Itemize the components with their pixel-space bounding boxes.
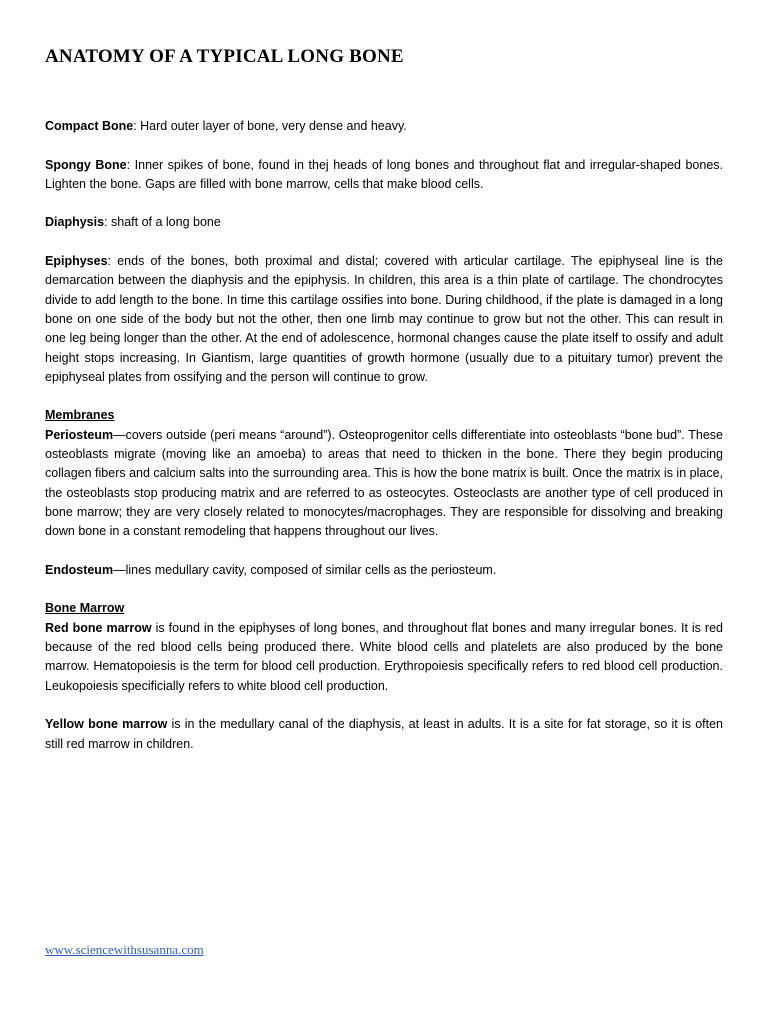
diaphysis-paragraph	[45, 213, 723, 232]
epiphyses-term: Epiphyses	[45, 254, 108, 269]
red-bone-marrow-term: Red bone marrow	[45, 620, 152, 635]
spongy-bone-text: : Inner spikes of bone, found in thej heads of long bones and throughout flat and irregular-shaped bones. Lighten the bone. Gaps are filled with bone marrow, cells that make blood cells.	[45, 157, 723, 191]
footer-website-link[interactable]: www.sciencewithsusanna.com	[45, 942, 204, 957]
compact-bone-text: : Hard outer layer of bone, very dense and heavy.	[133, 119, 407, 133]
periosteum-term: Periosteum	[45, 427, 114, 442]
periosteum-paragraph	[45, 426, 723, 542]
endosteum-text: —lines medullary cavity, composed of similar cells as the periosteum.	[113, 562, 497, 577]
red-bone-marrow-paragraph	[45, 619, 723, 696]
diaphysis-text: : shaft of a long bone	[104, 215, 221, 230]
diaphysis-term: Diaphysis	[45, 215, 105, 230]
compact-bone-term: Compact Bone	[45, 119, 134, 133]
compact-bone-paragraph	[45, 117, 723, 136]
spongy-bone-term: Spongy Bone	[45, 157, 127, 172]
membranes-heading: Membranes	[45, 408, 115, 423]
epiphyses-text: : ends of the bones, both proximal and distal; covered with articular cartilage. The epiphyseal line is the demarcation between the diaphysis and the epiphysis. In children, this area is a thin plate of cartilage. The chondrocytes divide to add length to the bone. In time this cartilage ossifies into bone. During childhood, if the plate is damaged in a long bone on one side of the body but not the other, then one limb may continue to grow but not the other. This can result in one leg being longer than the other. At the end of adolescence, hormonal changes cause the plate itself to ossify and adult height stops increasing. In Giantism, large quantities of growth hormone (usually due to a pituitary tumor) prevent the epiphyseal plates from ossifying and the person will continue to grow.	[45, 254, 723, 384]
red-bone-marrow-text: is found in the epiphyses of long bones, and throughout flat bones and many irregular bones. It is red because of the red blood cells being produced there. White blood cells and platelets are also produced by the bone marrow. Hematopoiesis is the term for blood cell production. Erythropoiesis specifically refers to red blood cell production. Leukopoiesis specificially refers to white blood cell production.	[45, 620, 723, 693]
document-page	[45, 0, 723, 1024]
endosteum-paragraph	[45, 561, 723, 580]
yellow-bone-marrow-paragraph	[45, 715, 723, 754]
endosteum-term: Endosteum	[45, 562, 114, 577]
bone-marrow-heading: Bone Marrow	[45, 601, 125, 616]
yellow-bone-marrow-term: Yellow bone marrow	[45, 717, 168, 732]
document-body	[45, 117, 723, 754]
page-title: ANATOMY OF A TYPICAL LONG BONE	[45, 46, 404, 67]
epiphyses-paragraph	[45, 252, 723, 387]
spongy-bone-paragraph	[45, 156, 723, 195]
yellow-bone-marrow-text: is in the medullary canal of the diaphysis, at least in adults. It is a site for fat storage, so it is often still red marrow in children.	[45, 717, 723, 751]
periosteum-text: —covers outside (peri means “around”). Osteoprogenitor cells differentiate into osteoblasts “bone bud”. These osteoblasts migrate (moving like an amoeba) to areas that need to thicken in the bone. There they begin producing collagen fibers and calcium salts into the surrounding area. This is how the bone matrix is built. Once the matrix is in place, the osteoblasts stop producing matrix and are referred to as osteocytes. Osteoclasts are another type of cell produced in bone marrow; they are very closely related to monocytes/macrophages. They are responsible for dissolving and breaking down bone in a constant remodeling that happens throughout our lives.	[45, 427, 723, 539]
